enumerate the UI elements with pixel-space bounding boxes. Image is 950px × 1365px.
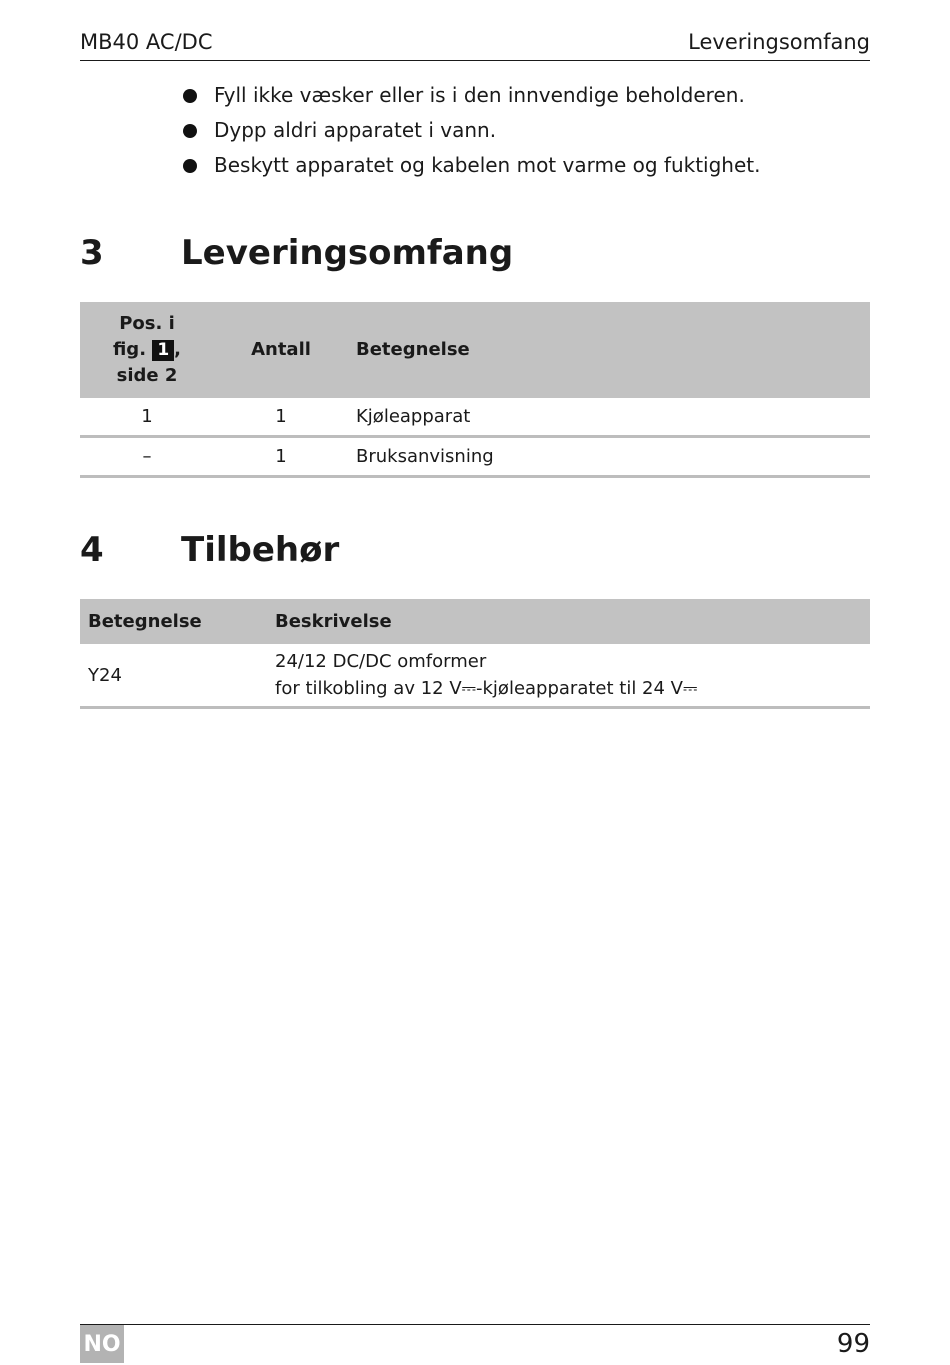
bullet-icon xyxy=(183,159,197,173)
accessories-table xyxy=(80,599,870,709)
cell-betegnelse: Bruksanvisning xyxy=(348,437,870,477)
list-item: Fyll ikke væsker eller is i den innvendige beholderen. xyxy=(181,78,870,113)
cell-pos: 1 xyxy=(80,398,214,437)
footer-divider xyxy=(80,1324,870,1325)
list-item: Dypp aldri apparatet i vann. xyxy=(181,113,870,148)
table-header-row xyxy=(80,599,870,644)
section-title: Tilbehør xyxy=(181,530,340,570)
page-header xyxy=(80,28,870,61)
cell-betegnelse: Kjøleapparat xyxy=(348,398,870,437)
language-badge: NO xyxy=(80,1325,124,1363)
column-header-beskrivelse: Beskrivelse xyxy=(267,599,870,644)
column-header-antall: Antall xyxy=(214,302,348,398)
table-row xyxy=(80,437,870,477)
table-row xyxy=(80,644,870,708)
bullet-icon xyxy=(183,89,197,103)
section-title: Leveringsomfang xyxy=(181,233,514,273)
bullet-icon xyxy=(183,124,197,138)
cell-antall: 1 xyxy=(214,437,348,477)
cell-beskrivelse: 24/12 DC/DC omformer for tilkobling av 12 V⎓-kjøleapparatet til 24 V⎓ xyxy=(267,644,870,708)
page-number: 99 xyxy=(836,1329,870,1359)
column-header-pos: Pos. i fig. 1 , side 2 xyxy=(80,302,214,398)
table-header-row xyxy=(80,302,870,398)
section-heading-4 xyxy=(80,525,870,575)
cell-betegnelse: Y24 xyxy=(80,644,267,708)
safety-bullet-list xyxy=(181,78,870,183)
header-chapter: Leveringsomfang xyxy=(688,30,870,54)
section-heading-3 xyxy=(80,228,870,278)
table-row xyxy=(80,398,870,437)
scope-of-delivery-table xyxy=(80,302,870,478)
section-number: 4 xyxy=(80,530,104,570)
cell-pos: – xyxy=(80,437,214,477)
column-header-betegnelse: Betegnelse xyxy=(80,599,267,644)
list-item: Beskytt apparatet og kabelen mot varme og fuktighet. xyxy=(181,148,870,183)
figure-number-badge: 1 xyxy=(152,340,174,361)
section-number: 3 xyxy=(80,233,104,273)
cell-antall: 1 xyxy=(214,398,348,437)
header-product: MB40 AC/DC xyxy=(80,30,213,54)
column-header-betegnelse: Betegnelse xyxy=(348,302,870,398)
